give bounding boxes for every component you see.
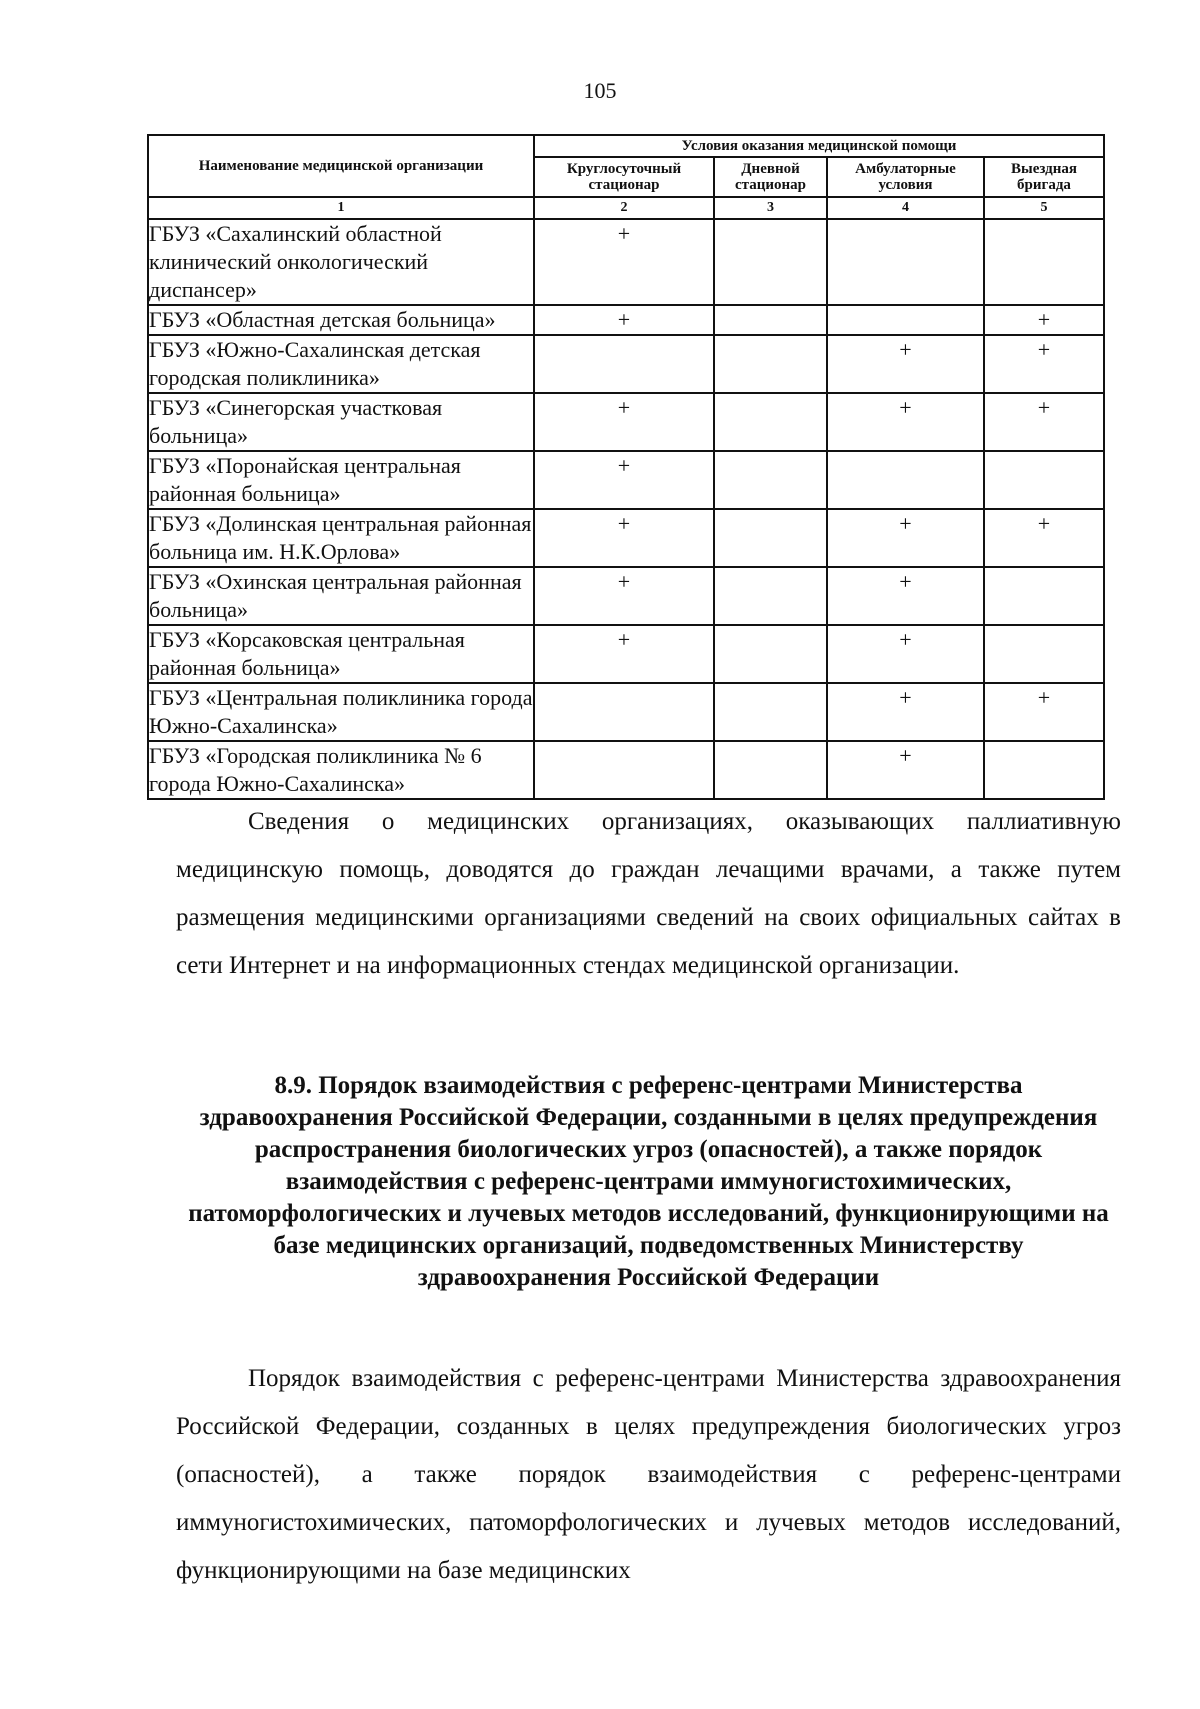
org-name: ГБУЗ «Городская поликлиника № 6 города Южно-Сахалинска» [148, 741, 534, 799]
mark-cell: + [827, 567, 984, 625]
mark-cell [984, 741, 1104, 799]
mark-cell [984, 451, 1104, 509]
org-name: ГБУЗ «Охинская центральная районная больница» [148, 567, 534, 625]
table-row [148, 567, 1104, 625]
header-col-day-hospital: Дневной стационар [714, 157, 827, 197]
mark-cell [827, 219, 984, 305]
mark-cell [534, 741, 714, 799]
mark-cell: + [827, 741, 984, 799]
table-row [148, 683, 1104, 741]
mark-cell: + [534, 393, 714, 451]
mark-cell: + [534, 451, 714, 509]
mark-cell [714, 305, 827, 335]
mark-cell: + [827, 509, 984, 567]
org-name: ГБУЗ «Сахалинский областной клинический онкологический диспансер» [148, 219, 534, 305]
org-name: ГБУЗ «Корсаковская центральная районная больница» [148, 625, 534, 683]
reference-centers-paragraph [176, 1355, 1121, 1595]
mark-cell: + [984, 683, 1104, 741]
mark-cell: + [827, 625, 984, 683]
mark-cell [534, 335, 714, 393]
mark-cell: + [534, 509, 714, 567]
table-row [148, 741, 1104, 799]
mark-cell [714, 509, 827, 567]
org-name: ГБУЗ «Областная детская больница» [148, 305, 534, 335]
mark-cell: + [984, 305, 1104, 335]
header-number: 1 [148, 197, 534, 219]
header-number: 5 [984, 197, 1104, 219]
mark-cell [714, 741, 827, 799]
mark-cell [714, 335, 827, 393]
header-name-column: Наименование медицинской организации [148, 135, 534, 197]
mark-cell [714, 625, 827, 683]
mark-cell: + [984, 509, 1104, 567]
mark-cell [984, 567, 1104, 625]
header-number: 3 [714, 197, 827, 219]
org-name: ГБУЗ «Синегорская участковая больница» [148, 393, 534, 451]
table-row [148, 335, 1104, 393]
table-row [148, 305, 1104, 335]
header-col-outpatient: Амбулаторные условия [827, 157, 984, 197]
mark-cell [827, 305, 984, 335]
mark-cell: + [984, 393, 1104, 451]
mark-cell [984, 625, 1104, 683]
table-row [148, 509, 1104, 567]
section-heading: 8.9. Порядок взаимодействия с референс-центрами Министерства здравоохранения Российской Федерации, созданными в целях предупреждения распространения биологических угроз (опасностей), а также порядок взаимодействия с референс-центрами иммуногистохимических, патоморфологических и лучевых методов исследований, функционирующими на базе медицинских организаций, подведомственных Министерству здравоохранения Российской Федерации [188, 1072, 1109, 1291]
table-row [148, 393, 1104, 451]
paragraph-text: Порядок взаимодействия с референс-центрами Министерства здравоохранения Российской Федерации, созданных в целях предупреждения биологических угроз (опасностей), а также порядок взаимодействия с референс-центрами иммуногистохимических, патоморфологических и лучевых методов исследований, функционирующими на базе медицинских [176, 1365, 1121, 1584]
org-name: ГБУЗ «Южно-Сахалинская детская городская поликлиника» [148, 335, 534, 393]
mark-cell: + [827, 683, 984, 741]
page-number: 105 [583, 78, 617, 103]
mark-cell [714, 393, 827, 451]
table-row [148, 625, 1104, 683]
header-col-mobile-team: Выездная бригада [984, 157, 1104, 197]
mark-cell: + [534, 219, 714, 305]
palliative-info-paragraph [176, 798, 1121, 990]
table-row [148, 219, 1104, 305]
mark-cell [827, 451, 984, 509]
mark-cell [714, 219, 827, 305]
org-name: ГБУЗ «Поронайская центральная районная больница» [148, 451, 534, 509]
organizations-table [147, 134, 1105, 800]
mark-cell: + [827, 393, 984, 451]
header-number: 4 [827, 197, 984, 219]
mark-cell: + [534, 567, 714, 625]
mark-cell: + [984, 335, 1104, 393]
mark-cell [714, 451, 827, 509]
org-name: ГБУЗ «Долинская центральная районная больница им. Н.К.Орлова» [148, 509, 534, 567]
header-number: 2 [534, 197, 714, 219]
mark-cell: + [534, 625, 714, 683]
header-conditions-group: Условия оказания медицинской помощи [534, 135, 1104, 157]
mark-cell [984, 219, 1104, 305]
mark-cell: + [827, 335, 984, 393]
mark-cell [714, 683, 827, 741]
org-name: ГБУЗ «Центральная поликлиника города Южно-Сахалинска» [148, 683, 534, 741]
header-col-round-the-clock: Круглосуточный стационар [534, 157, 714, 197]
mark-cell [534, 683, 714, 741]
paragraph-text: Сведения о медицинских организациях, оказывающих паллиативную медицинскую помощь, доводятся до граждан лечащими врачами, а также путем размещения медицинскими организациями сведений на своих официальных сайтах в сети Интернет и на информационных стендах медицинской организации. [176, 808, 1121, 979]
mark-cell [714, 567, 827, 625]
table-row [148, 451, 1104, 509]
mark-cell: + [534, 305, 714, 335]
